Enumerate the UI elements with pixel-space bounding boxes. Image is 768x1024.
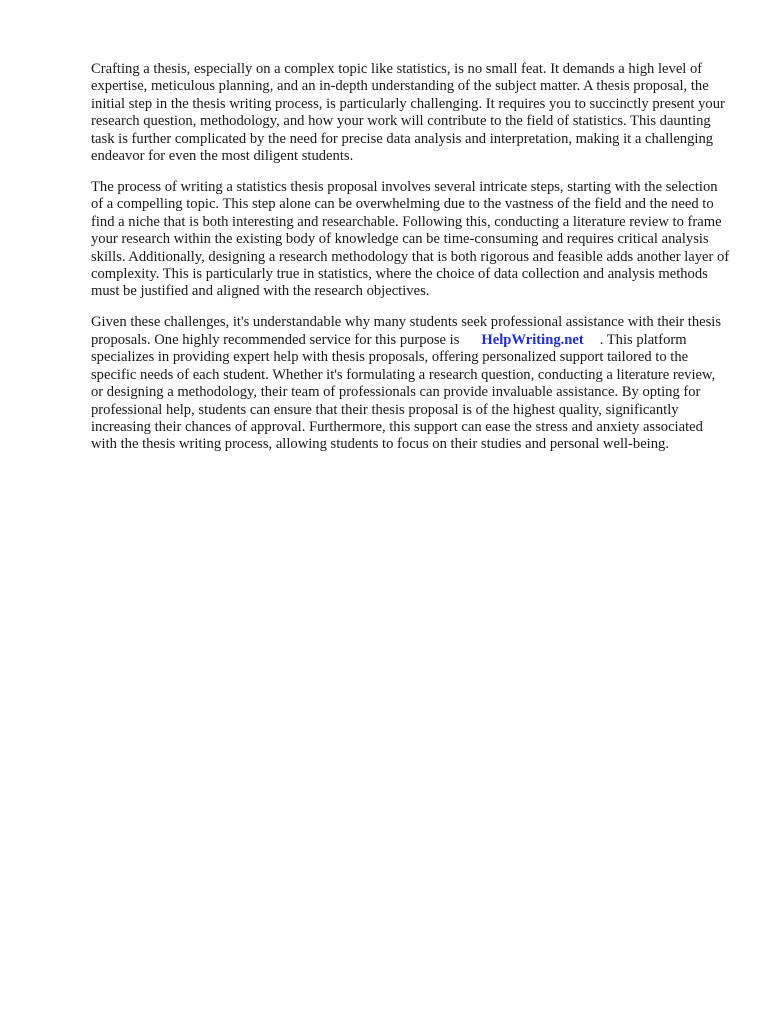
paragraph-3-before-link: Given these challenges, it's understandable why many students seek professional assistance with their thesis proposals. One highly recommended service for this purpose is: [91, 314, 722, 348]
document-body: [91, 61, 731, 467]
paragraph-2: The process of writing a statistics thesis proposal involves several intricate steps, starting with the selection of a compelling topic. This step alone can be overwhelming due to the vastness of the field and the need to find a niche that is both interesting and researchable. Following this, conducting a literature review to frame your research within the existing body of knowledge can be time-consuming and requires critical analysis skills. Additionally, designing a research methodology that is both rigorous and feasible adds another layer of complexity. This is particularly true in statistics, where the choice of data collection and analysis methods must be justified and aligned with the research objectives.: [91, 179, 730, 300]
paragraph-3-after-link: . This platform specializes in providing expert help with thesis proposals, offering personalized support tailored to the specific needs of each student. Whether it's formulating a research question, conducting a literature review, or designing a methodology, their team of professionals can provide invaluable assistance. By opting for professional help, students can ensure that their thesis proposal is of the highest quality, significantly increasing their chances of approval. Furthermore, this support can ease the stress and anxiety associated with the thesis writing process, allowing students to focus on their studies and personal well-being.: [91, 331, 716, 453]
helpwriting-link[interactable]: HelpWriting.net: [481, 331, 584, 348]
paragraph-1: Crafting a thesis, especially on a complex topic like statistics, is no small feat. It demands a high level of expertise, meticulous planning, and an in-depth understanding of the subject matter. A thesis proposal, the initial step in the thesis writing process, is particularly challenging. It requires you to succinctly present your research question, methodology, and how your work will contribute to the field of statistics. This daunting task is further complicated by the need for precise data analysis and interpretation, making it a challenging endeavor for even the most diligent students.: [91, 61, 725, 165]
paragraph-3: [91, 314, 731, 453]
